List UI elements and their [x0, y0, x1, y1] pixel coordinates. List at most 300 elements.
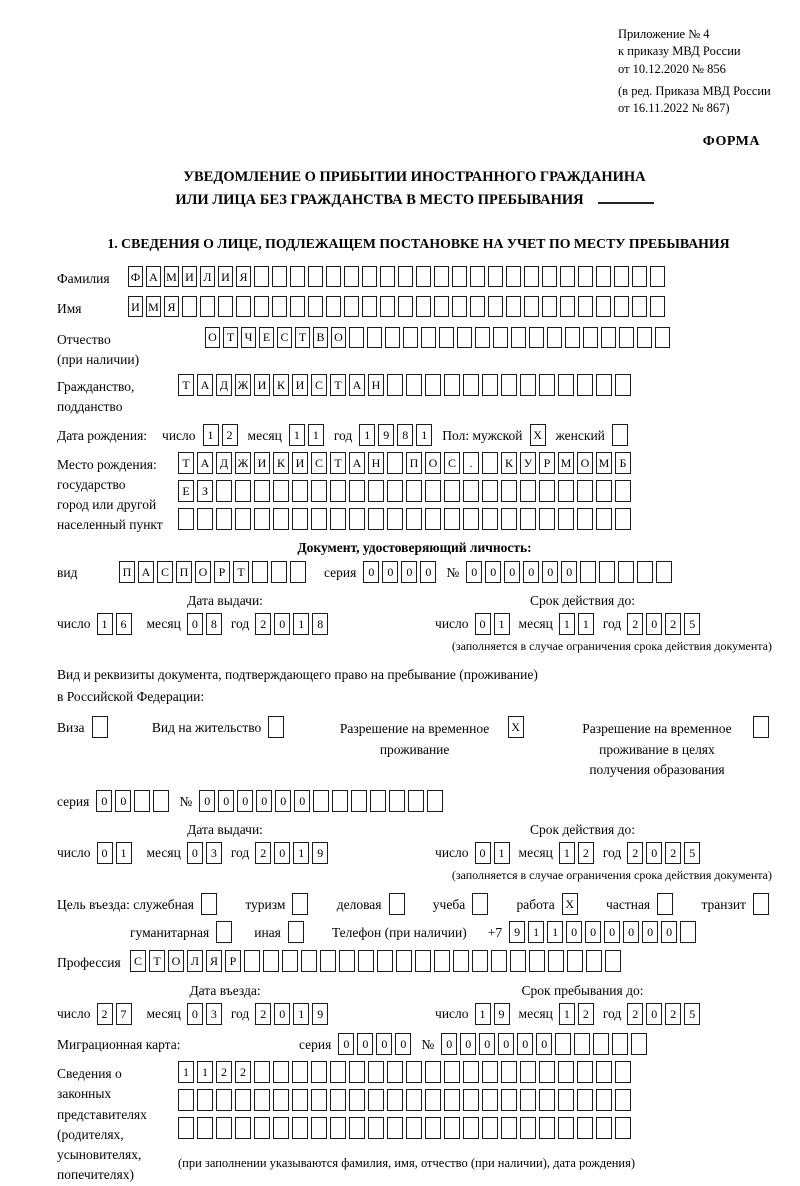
char-box[interactable] [444, 1117, 460, 1139]
char-box[interactable] [596, 296, 611, 317]
char-box[interactable] [753, 716, 769, 738]
char-box[interactable] [330, 1089, 346, 1111]
birthplace-boxes-row3[interactable] [178, 508, 634, 530]
char-box[interactable]: М [596, 452, 612, 474]
char-box[interactable] [398, 296, 413, 317]
char-box[interactable] [254, 508, 270, 530]
char-box[interactable] [501, 1117, 517, 1139]
char-box[interactable]: Н [368, 374, 384, 396]
char-box[interactable] [578, 266, 593, 287]
char-box[interactable] [235, 1089, 251, 1111]
char-box[interactable]: 0 [523, 561, 539, 583]
char-box[interactable] [326, 266, 341, 287]
char-box[interactable] [387, 1061, 403, 1083]
char-box[interactable] [614, 266, 629, 287]
char-box[interactable] [578, 296, 593, 317]
char-box[interactable] [368, 1117, 384, 1139]
char-box[interactable] [406, 480, 422, 502]
char-box[interactable] [470, 266, 485, 287]
char-box[interactable] [385, 327, 400, 348]
char-box[interactable]: 3 [206, 1003, 222, 1025]
char-box[interactable]: 1 [203, 424, 219, 446]
char-box[interactable] [596, 508, 612, 530]
char-box[interactable] [235, 480, 251, 502]
char-box[interactable] [153, 790, 169, 812]
char-box[interactable] [482, 1089, 498, 1111]
char-box[interactable] [235, 508, 251, 530]
char-box[interactable]: 9 [494, 1003, 510, 1025]
char-box[interactable]: И [292, 452, 308, 474]
char-box[interactable] [311, 1117, 327, 1139]
char-box[interactable]: А [197, 452, 213, 474]
char-box[interactable] [482, 1117, 498, 1139]
char-box[interactable] [244, 950, 260, 972]
char-box[interactable]: 2 [578, 842, 594, 864]
char-box[interactable]: И [182, 266, 197, 287]
char-box[interactable] [254, 480, 270, 502]
char-box[interactable] [197, 508, 213, 530]
char-box[interactable]: 1 [416, 424, 432, 446]
char-box[interactable] [288, 921, 304, 943]
char-box[interactable]: 0 [275, 790, 291, 812]
char-box[interactable]: 0 [187, 1003, 203, 1025]
purpose-humanitarian-option[interactable] [130, 921, 235, 943]
char-box[interactable]: Ч [241, 327, 256, 348]
purpose-tourism-checkbox[interactable] [292, 893, 311, 915]
char-box[interactable] [488, 266, 503, 287]
char-box[interactable]: 0 [187, 613, 203, 635]
char-box[interactable] [637, 561, 653, 583]
char-box[interactable]: 2 [665, 613, 681, 635]
char-box[interactable] [252, 561, 268, 583]
char-box[interactable] [605, 950, 621, 972]
char-box[interactable] [416, 296, 431, 317]
mig-number-boxes[interactable] [441, 1033, 650, 1055]
char-box[interactable] [463, 1117, 479, 1139]
char-box[interactable] [577, 480, 593, 502]
residence-permit-checkbox[interactable] [268, 716, 287, 738]
char-box[interactable] [271, 561, 287, 583]
char-box[interactable]: 0 [646, 613, 662, 635]
char-box[interactable]: 0 [274, 842, 290, 864]
char-box[interactable]: 1 [293, 842, 309, 864]
char-box[interactable]: 0 [401, 561, 417, 583]
char-box[interactable] [619, 327, 634, 348]
char-box[interactable] [292, 1061, 308, 1083]
char-box[interactable] [362, 296, 377, 317]
char-box[interactable]: 0 [661, 921, 677, 943]
char-box[interactable] [434, 950, 450, 972]
char-box[interactable]: 1 [494, 842, 510, 864]
char-box[interactable]: 6 [116, 613, 132, 635]
char-box[interactable]: 2 [665, 1003, 681, 1025]
char-box[interactable]: П [119, 561, 135, 583]
purpose-business-option[interactable] [337, 893, 408, 915]
char-box[interactable] [615, 1089, 631, 1111]
char-box[interactable]: 2 [627, 842, 643, 864]
given-name-boxes[interactable] [128, 296, 668, 317]
char-box[interactable]: 1 [578, 613, 594, 635]
sex-female-checkbox[interactable] [612, 424, 631, 446]
char-box[interactable] [320, 950, 336, 972]
char-box[interactable]: С [157, 561, 173, 583]
char-box[interactable] [421, 327, 436, 348]
char-box[interactable]: А [349, 452, 365, 474]
char-box[interactable] [506, 296, 521, 317]
doc-issue-year-boxes[interactable] [255, 613, 331, 635]
char-box[interactable]: 0 [97, 842, 113, 864]
char-box[interactable] [444, 480, 460, 502]
char-box[interactable] [182, 296, 197, 317]
doc-series-boxes[interactable] [363, 561, 439, 583]
doc-valid-month-boxes[interactable] [559, 613, 597, 635]
char-box[interactable]: Т [149, 950, 165, 972]
char-box[interactable]: 0 [566, 921, 582, 943]
char-box[interactable] [463, 508, 479, 530]
permit-valid-month-boxes[interactable] [559, 842, 597, 864]
char-box[interactable] [263, 950, 279, 972]
char-box[interactable]: М [164, 266, 179, 287]
char-box[interactable] [387, 508, 403, 530]
purpose-official-option[interactable] [57, 893, 220, 915]
char-box[interactable] [472, 893, 488, 915]
char-box[interactable] [425, 1089, 441, 1111]
char-box[interactable] [577, 508, 593, 530]
permit-issue-year-boxes[interactable] [255, 842, 331, 864]
char-box[interactable]: Т [330, 374, 346, 396]
char-box[interactable]: 2 [665, 842, 681, 864]
char-box[interactable] [631, 1033, 647, 1055]
char-box[interactable] [655, 327, 670, 348]
char-box[interactable]: П [406, 452, 422, 474]
char-box[interactable]: 0 [363, 561, 379, 583]
char-box[interactable] [583, 327, 598, 348]
citizenship-boxes[interactable] [178, 374, 634, 396]
char-box[interactable] [560, 296, 575, 317]
char-box[interactable]: 0 [115, 790, 131, 812]
char-box[interactable] [586, 950, 602, 972]
char-box[interactable]: Т [178, 452, 194, 474]
char-box[interactable] [292, 508, 308, 530]
char-box[interactable] [368, 1089, 384, 1111]
permit-number-boxes[interactable] [199, 790, 446, 812]
char-box[interactable] [524, 296, 539, 317]
char-box[interactable] [529, 327, 544, 348]
char-box[interactable] [349, 327, 364, 348]
char-box[interactable] [425, 480, 441, 502]
char-box[interactable] [520, 480, 536, 502]
char-box[interactable]: X [508, 716, 524, 738]
char-box[interactable]: 0 [187, 842, 203, 864]
char-box[interactable] [292, 1117, 308, 1139]
char-box[interactable] [506, 266, 521, 287]
char-box[interactable] [377, 950, 393, 972]
char-box[interactable] [524, 266, 539, 287]
char-box[interactable] [547, 327, 562, 348]
char-box[interactable]: 0 [485, 561, 501, 583]
char-box[interactable]: 0 [237, 790, 253, 812]
char-box[interactable] [593, 1033, 609, 1055]
char-box[interactable]: 2 [235, 1061, 251, 1083]
char-box[interactable]: К [273, 452, 289, 474]
char-box[interactable] [367, 327, 382, 348]
char-box[interactable]: 1 [197, 1061, 213, 1083]
char-box[interactable] [425, 1117, 441, 1139]
char-box[interactable]: 2 [255, 842, 271, 864]
char-box[interactable] [272, 296, 287, 317]
char-box[interactable] [396, 950, 412, 972]
char-box[interactable] [539, 1117, 555, 1139]
char-box[interactable] [406, 374, 422, 396]
char-box[interactable] [539, 1061, 555, 1083]
char-box[interactable] [558, 1061, 574, 1083]
char-box[interactable]: Л [187, 950, 203, 972]
char-box[interactable]: 0 [274, 1003, 290, 1025]
char-box[interactable] [197, 1117, 213, 1139]
char-box[interactable] [134, 790, 150, 812]
char-box[interactable] [416, 266, 431, 287]
char-box[interactable]: 0 [604, 921, 620, 943]
purpose-other-option[interactable] [254, 921, 307, 943]
char-box[interactable] [574, 1033, 590, 1055]
char-box[interactable]: 0 [623, 921, 639, 943]
representatives-boxes-row1[interactable] [178, 1061, 635, 1083]
purpose-other-checkbox[interactable] [288, 921, 307, 943]
char-box[interactable] [558, 508, 574, 530]
char-box[interactable]: И [292, 374, 308, 396]
char-box[interactable]: 1 [289, 424, 305, 446]
char-box[interactable] [178, 1089, 194, 1111]
char-box[interactable]: 0 [395, 1033, 411, 1055]
char-box[interactable] [488, 296, 503, 317]
char-box[interactable] [472, 950, 488, 972]
char-box[interactable] [349, 1089, 365, 1111]
char-box[interactable] [520, 1061, 536, 1083]
char-box[interactable]: Р [214, 561, 230, 583]
char-box[interactable] [596, 480, 612, 502]
visa-option[interactable] [57, 716, 111, 738]
doc-valid-day-boxes[interactable] [475, 613, 513, 635]
purpose-tourism-option[interactable] [245, 893, 311, 915]
entry-year-boxes[interactable] [255, 1003, 331, 1025]
char-box[interactable] [520, 508, 536, 530]
char-box[interactable] [599, 561, 615, 583]
purpose-work-option[interactable] [517, 893, 581, 915]
permit-valid-day-boxes[interactable] [475, 842, 513, 864]
char-box[interactable] [615, 1117, 631, 1139]
char-box[interactable] [292, 480, 308, 502]
char-box[interactable] [332, 790, 348, 812]
char-box[interactable]: 0 [642, 921, 658, 943]
char-box[interactable] [558, 374, 574, 396]
char-box[interactable] [612, 1033, 628, 1055]
char-box[interactable]: 1 [293, 1003, 309, 1025]
char-box[interactable] [200, 296, 215, 317]
surname-boxes[interactable] [128, 266, 668, 287]
char-box[interactable]: В [313, 327, 328, 348]
char-box[interactable] [254, 266, 269, 287]
char-box[interactable] [596, 374, 612, 396]
char-box[interactable]: 0 [274, 613, 290, 635]
char-box[interactable] [368, 1061, 384, 1083]
char-box[interactable]: 1 [559, 842, 575, 864]
purpose-private-checkbox[interactable] [657, 893, 676, 915]
char-box[interactable] [292, 893, 308, 915]
char-box[interactable]: 0 [256, 790, 272, 812]
char-box[interactable] [406, 508, 422, 530]
char-box[interactable] [311, 1061, 327, 1083]
char-box[interactable] [197, 1089, 213, 1111]
profession-boxes[interactable] [130, 950, 624, 972]
char-box[interactable]: 0 [357, 1033, 373, 1055]
char-box[interactable]: 0 [542, 561, 558, 583]
char-box[interactable] [565, 327, 580, 348]
char-box[interactable] [501, 1061, 517, 1083]
char-box[interactable]: И [128, 296, 143, 317]
char-box[interactable] [349, 508, 365, 530]
char-box[interactable]: 1 [494, 613, 510, 635]
char-box[interactable]: X [530, 424, 546, 446]
char-box[interactable]: X [562, 893, 578, 915]
char-box[interactable] [558, 480, 574, 502]
char-box[interactable] [596, 1089, 612, 1111]
char-box[interactable] [330, 1117, 346, 1139]
char-box[interactable] [501, 508, 517, 530]
patronymic-boxes[interactable] [205, 327, 673, 348]
char-box[interactable] [463, 1061, 479, 1083]
char-box[interactable] [612, 424, 628, 446]
char-box[interactable]: Р [539, 452, 555, 474]
char-box[interactable] [577, 1089, 593, 1111]
char-box[interactable] [254, 1117, 270, 1139]
char-box[interactable] [326, 296, 341, 317]
char-box[interactable] [387, 480, 403, 502]
char-box[interactable] [453, 950, 469, 972]
char-box[interactable]: 0 [199, 790, 215, 812]
char-box[interactable] [380, 296, 395, 317]
char-box[interactable] [596, 1117, 612, 1139]
temp-residence-option[interactable] [329, 716, 527, 760]
permit-issue-day-boxes[interactable] [97, 842, 135, 864]
char-box[interactable]: 9 [509, 921, 525, 943]
char-box[interactable] [425, 508, 441, 530]
char-box[interactable]: Ф [128, 266, 143, 287]
char-box[interactable]: А [349, 374, 365, 396]
char-box[interactable]: Т [178, 374, 194, 396]
char-box[interactable] [330, 1061, 346, 1083]
char-box[interactable]: П [176, 561, 192, 583]
char-box[interactable] [398, 266, 413, 287]
char-box[interactable]: 1 [178, 1061, 194, 1083]
char-box[interactable] [272, 266, 287, 287]
char-box[interactable] [434, 266, 449, 287]
char-box[interactable]: 0 [479, 1033, 495, 1055]
char-box[interactable]: 2 [222, 424, 238, 446]
char-box[interactable] [216, 480, 232, 502]
char-box[interactable]: 0 [420, 561, 436, 583]
char-box[interactable] [351, 790, 367, 812]
stay-day-boxes[interactable] [475, 1003, 513, 1025]
entry-month-boxes[interactable] [187, 1003, 225, 1025]
char-box[interactable]: 0 [536, 1033, 552, 1055]
char-box[interactable]: А [197, 374, 213, 396]
char-box[interactable] [501, 480, 517, 502]
char-box[interactable] [656, 561, 672, 583]
char-box[interactable]: 9 [312, 1003, 328, 1025]
char-box[interactable] [558, 1117, 574, 1139]
char-box[interactable] [358, 950, 374, 972]
purpose-official-checkbox[interactable] [201, 893, 220, 915]
char-box[interactable] [463, 1089, 479, 1111]
char-box[interactable]: 0 [498, 1033, 514, 1055]
permit-series-boxes[interactable] [96, 790, 172, 812]
char-box[interactable] [311, 1089, 327, 1111]
char-box[interactable]: З [197, 480, 213, 502]
char-box[interactable] [511, 327, 526, 348]
char-box[interactable]: 0 [646, 842, 662, 864]
char-box[interactable] [292, 1089, 308, 1111]
char-box[interactable] [463, 374, 479, 396]
char-box[interactable] [510, 950, 526, 972]
char-box[interactable]: Л [200, 266, 215, 287]
char-box[interactable] [482, 374, 498, 396]
char-box[interactable] [482, 452, 498, 474]
purpose-work-checkbox[interactable] [562, 893, 581, 915]
char-box[interactable] [218, 296, 233, 317]
char-box[interactable]: О [331, 327, 346, 348]
char-box[interactable] [457, 327, 472, 348]
char-box[interactable] [387, 1089, 403, 1111]
char-box[interactable] [216, 1117, 232, 1139]
char-box[interactable] [501, 374, 517, 396]
char-box[interactable] [389, 893, 405, 915]
char-box[interactable] [236, 296, 251, 317]
char-box[interactable] [615, 480, 631, 502]
char-box[interactable] [539, 1089, 555, 1111]
permit-valid-year-boxes[interactable] [627, 842, 703, 864]
doc-kind-boxes[interactable] [119, 561, 309, 583]
char-box[interactable] [529, 950, 545, 972]
purpose-humanitarian-checkbox[interactable] [216, 921, 235, 943]
char-box[interactable] [415, 950, 431, 972]
char-box[interactable] [567, 950, 583, 972]
char-box[interactable] [520, 374, 536, 396]
char-box[interactable] [92, 716, 108, 738]
char-box[interactable] [439, 327, 454, 348]
char-box[interactable] [596, 1061, 612, 1083]
char-box[interactable] [339, 950, 355, 972]
sex-male-checkbox[interactable] [530, 424, 549, 446]
mig-series-boxes[interactable] [338, 1033, 414, 1055]
char-box[interactable]: 5 [684, 1003, 700, 1025]
char-box[interactable]: Я [206, 950, 222, 972]
representatives-boxes-row3[interactable] [178, 1117, 635, 1139]
char-box[interactable] [444, 1089, 460, 1111]
char-box[interactable] [596, 266, 611, 287]
char-box[interactable]: Я [236, 266, 251, 287]
char-box[interactable]: 1 [475, 1003, 491, 1025]
char-box[interactable] [520, 1089, 536, 1111]
char-box[interactable]: И [254, 452, 270, 474]
char-box[interactable] [632, 266, 647, 287]
char-box[interactable] [349, 1061, 365, 1083]
char-box[interactable]: 2 [627, 613, 643, 635]
temp-residence-edu-checkbox[interactable] [753, 716, 772, 738]
char-box[interactable] [311, 508, 327, 530]
temp-residence-checkbox[interactable] [508, 716, 527, 738]
birth-month-boxes[interactable] [289, 424, 327, 446]
char-box[interactable] [408, 790, 424, 812]
